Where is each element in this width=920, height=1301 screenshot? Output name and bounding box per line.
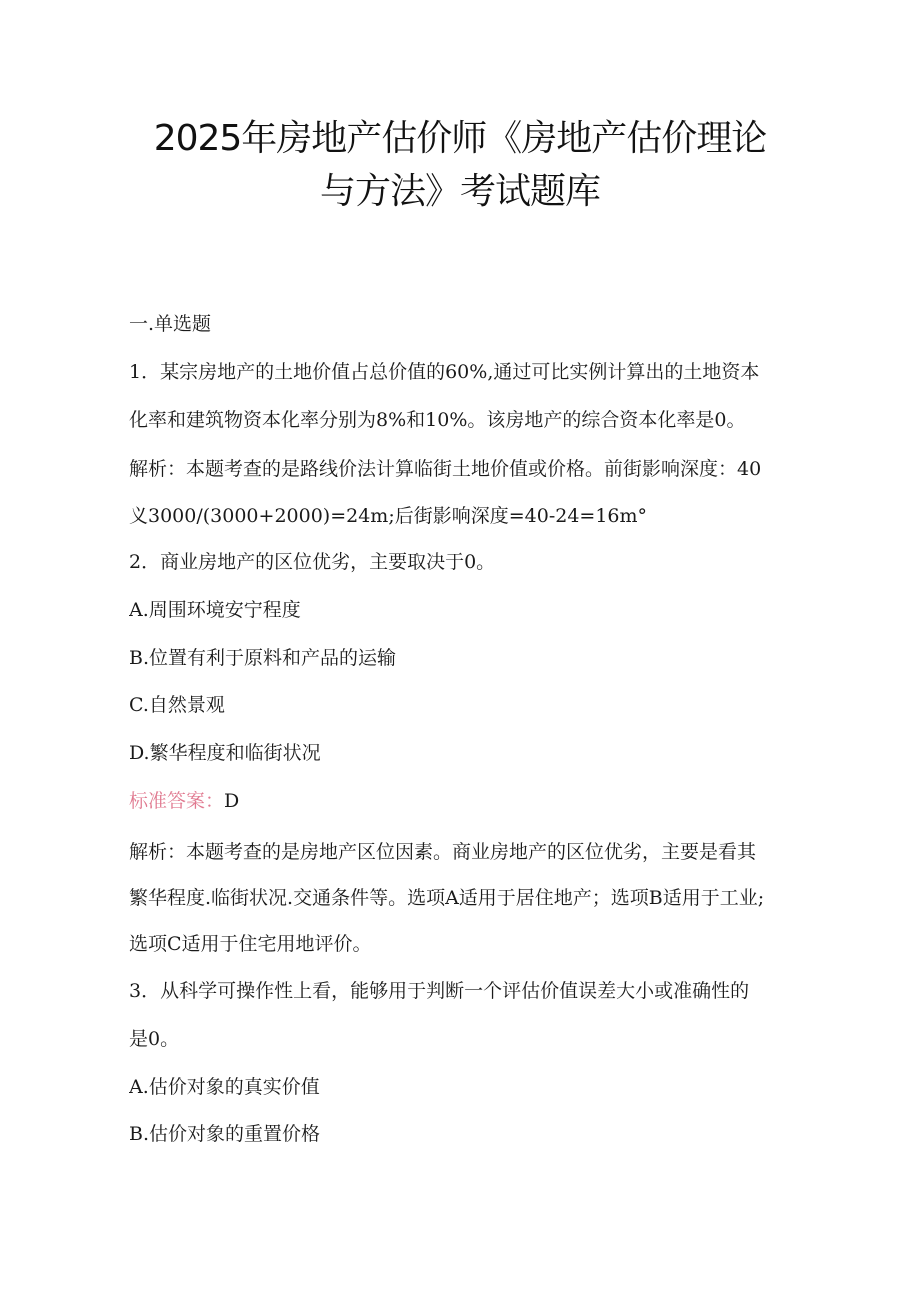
question-2-stem: 2．商业房地产的区位优劣，主要取决于0。 <box>129 551 496 573</box>
section-heading: 一.单选题 <box>129 313 212 335</box>
answer-value: D <box>224 790 240 812</box>
question-1-analysis-line-1: 解析：本题考查的是路线价法计算临街土地价值或价格。前街影响深度：40 <box>129 458 762 480</box>
question-3-line-2: 是0。 <box>129 1028 180 1050</box>
question-3-option-a: A.估价对象的真实价值 <box>129 1076 320 1098</box>
question-2-option-a: A.周围环境安宁程度 <box>129 599 301 621</box>
question-1-line-2: 化率和建筑物资本化率分别为8%和10%。该房地产的综合资本化率是0。 <box>129 409 746 431</box>
question-3-option-b: B.估价对象的重置价格 <box>129 1123 321 1145</box>
question-2-option-b: B.位置有利于原料和产品的运输 <box>129 647 397 669</box>
question-2-option-d: D.繁华程度和临街状况 <box>129 742 321 764</box>
question-2-answer <box>129 788 809 814</box>
answer-label: 标准答案： <box>129 790 225 812</box>
document-title <box>100 112 820 218</box>
question-2-analysis-line-2: 繁华程度.临街状况.交通条件等。选项A适用于居住地产；选项B适用于工业; <box>129 887 765 909</box>
title-line-1: 2025年房地产估价师《房地产估价理论 <box>153 118 767 159</box>
question-1-analysis-line-2: 义3000/(3000+2000)=24m;后街影响深度=40-24=16m° <box>129 505 648 527</box>
question-2-analysis-line-1: 解析：本题考查的是房地产区位因素。商业房地产的区位优劣，主要是看其 <box>129 841 757 863</box>
question-2-option-c: C.自然景观 <box>129 694 225 716</box>
question-2-analysis-line-3: 选项C适用于住宅用地评价。 <box>129 933 372 955</box>
title-line-2: 与方法》考试题库 <box>319 171 600 212</box>
question-1-line-1: 1．某宗房地产的土地价值占总价值的60%,通过可比实例计算出的土地资本 <box>129 361 760 383</box>
question-3-line-1: 3．从科学可操作性上看，能够用于判断一个评估价值误差大小或准确性的 <box>129 980 750 1002</box>
